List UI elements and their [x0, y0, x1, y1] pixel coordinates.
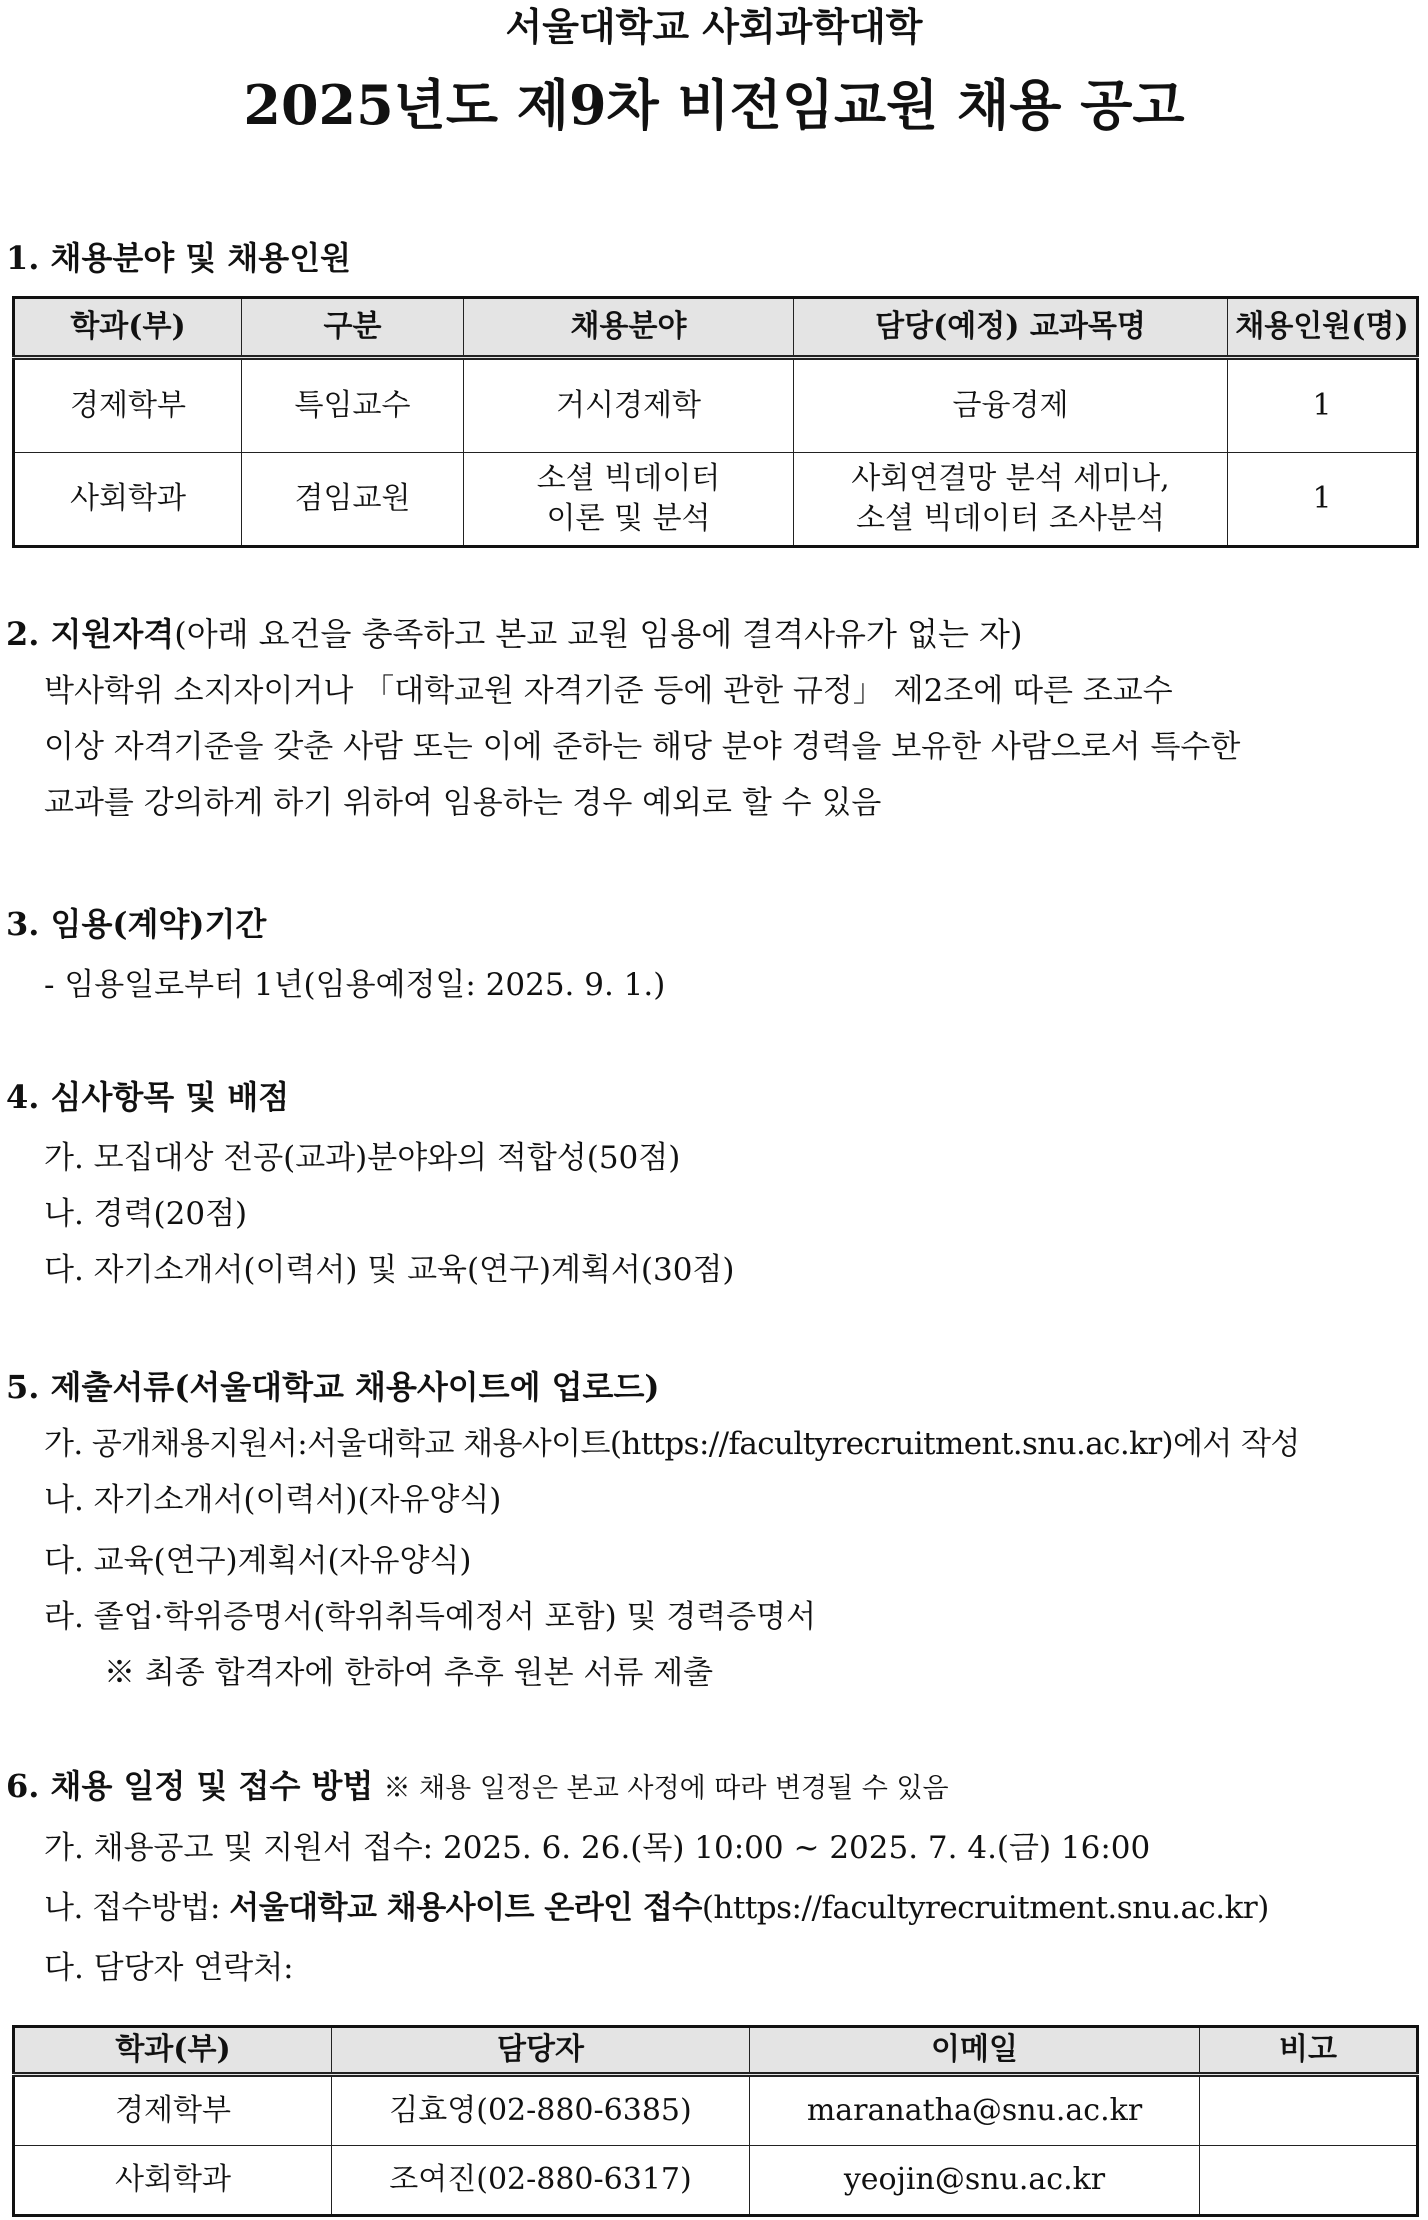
cell-person: 김효영(02-880-6385)	[332, 2075, 750, 2146]
section-5-heading	[6, 1363, 660, 1411]
col-header: 비고	[1200, 2027, 1418, 2075]
cell-dept: 사회학과	[14, 453, 242, 547]
col-header: 채용인원(명)	[1228, 298, 1418, 358]
col-header: 채용분야	[464, 298, 794, 358]
document-item: 가. 공개채용지원서:서울대학교 채용사이트(https://facultyrecruitment.snu.ac.kr)에서 작성	[44, 1426, 1300, 1462]
table-row	[14, 2075, 1418, 2146]
evaluation-item: 가. 모집대상 전공(교과)분야와의 적합성(50점)	[44, 1140, 681, 1176]
section-6-heading	[6, 1762, 949, 1813]
section-2-heading-bold: 2. 지원자격	[6, 615, 175, 653]
application-method-bold: 서울대학교 채용사이트 온라인 접수	[229, 1890, 702, 1926]
section-1-heading	[6, 234, 351, 282]
qualification-line: 이상 자격기준을 갖춘 사람 또는 이에 준하는 해당 분야 경력을 보유한 사람으로서 특수한	[44, 729, 1241, 765]
qualification-line: 박사학위 소지자이거나 「대학교원 자격기준 등에 관한 규정」 제2조에 따른 조교수	[44, 673, 1173, 709]
section-2-heading	[6, 610, 1022, 658]
cell-count: 1	[1228, 358, 1418, 453]
contract-period-line: - 임용일로부터 1년(임용예정일: 2025. 9. 1.)	[44, 967, 666, 1003]
field-line: 소셜 빅데이터	[536, 461, 721, 496]
document-item: 나. 자기소개서(이력서)(자유양식)	[44, 1482, 502, 1518]
cell-dept: 사회학과	[14, 2146, 332, 2216]
col-header: 학과(부)	[14, 2027, 332, 2075]
application-method-label: 나. 접수방법:	[44, 1890, 230, 1926]
cell-type: 겸임교원	[242, 453, 464, 547]
org-title: 서울대학교 사회과학대학	[505, 4, 923, 49]
course-line: 소셜 빅데이터 조사분석	[856, 501, 1165, 536]
table-row	[14, 358, 1418, 453]
section-3-heading-text: 3. 임용(계약)기간	[6, 905, 267, 943]
application-url[interactable]: (https://facultyrecruitment.snu.ac.kr)	[701, 1890, 1269, 1926]
col-header: 학과(부)	[14, 298, 242, 358]
cell-email[interactable]: maranatha@snu.ac.kr	[750, 2075, 1200, 2146]
table-row	[14, 453, 1418, 547]
cell-dept: 경제학부	[14, 2075, 332, 2146]
cell-course	[794, 453, 1228, 547]
evaluation-item: 나. 경력(20점)	[44, 1196, 248, 1232]
contact-table-header	[14, 2027, 1418, 2075]
cell-email[interactable]: yeojin@snu.ac.kr	[750, 2146, 1200, 2216]
cell-dept: 경제학부	[14, 358, 242, 453]
col-header: 구분	[242, 298, 464, 358]
cell-person: 조여진(02-880-6317)	[332, 2146, 750, 2216]
cell-field	[464, 453, 794, 547]
qualification-line: 교과를 강의하게 하기 위하여 임용하는 경우 예외로 할 수 있음	[44, 785, 882, 821]
recruitment-table-header	[14, 298, 1418, 358]
cell-type: 특임교수	[242, 358, 464, 453]
course-line: 사회연결망 분석 세미나,	[851, 461, 1170, 496]
contact-table	[12, 2025, 1419, 2217]
original-documents-note: ※ 최종 합격자에 한하여 추후 원본 서류 제출	[104, 1655, 714, 1691]
contact-heading: 다. 담당자 연락처:	[44, 1950, 294, 1986]
schedule-change-note: ※ 채용 일정은 본교 사정에 따라 변경될 수 있음	[383, 1773, 949, 1804]
section-1-heading-text: 1. 채용분야 및 채용인원	[6, 239, 352, 277]
section-3-heading	[6, 900, 266, 948]
page-title: 2025년도 제9차 비전임교원 채용 공고	[243, 73, 1185, 137]
cell-note	[1200, 2146, 1418, 2216]
section-6-heading-text: 6. 채용 일정 및 접수 방법	[6, 1767, 374, 1805]
cell-field	[464, 358, 794, 453]
cell-note	[1200, 2075, 1418, 2146]
col-header: 이메일	[750, 2027, 1200, 2075]
section-4-heading-text: 4. 심사항목 및 배점	[6, 1078, 290, 1116]
col-header: 담당자	[332, 2027, 750, 2075]
field-line: 거시경제학	[556, 388, 701, 423]
col-header: 담당(예정) 교과목명	[794, 298, 1228, 358]
application-method-item	[44, 1885, 1269, 1931]
document-item: 라. 졸업·학위증명서(학위취득예정서 포함) 및 경력증명서	[44, 1599, 817, 1635]
section-2-heading-rest: (아래 요건을 충족하고 본교 교원 임용에 결격사유가 없는 자)	[174, 615, 1023, 653]
document-item: 다. 교육(연구)계획서(자유양식)	[44, 1543, 472, 1579]
course-line: 금융경제	[952, 388, 1069, 423]
schedule-item: 가. 채용공고 및 지원서 접수: 2025. 6. 26.(목) 10:00 ~ 2025. 7. 4.(금) 16:00	[44, 1830, 1151, 1866]
section-5-heading-text: 5. 제출서류(서울대학교 채용사이트에 업로드)	[6, 1368, 660, 1406]
table-row	[14, 2146, 1418, 2216]
section-4-heading	[6, 1073, 289, 1121]
recruitment-table	[12, 296, 1419, 548]
field-line: 이론 및 분석	[546, 501, 711, 536]
cell-count: 1	[1228, 453, 1418, 547]
cell-course	[794, 358, 1228, 453]
evaluation-item: 다. 자기소개서(이력서) 및 교육(연구)계획서(30점)	[44, 1252, 735, 1288]
